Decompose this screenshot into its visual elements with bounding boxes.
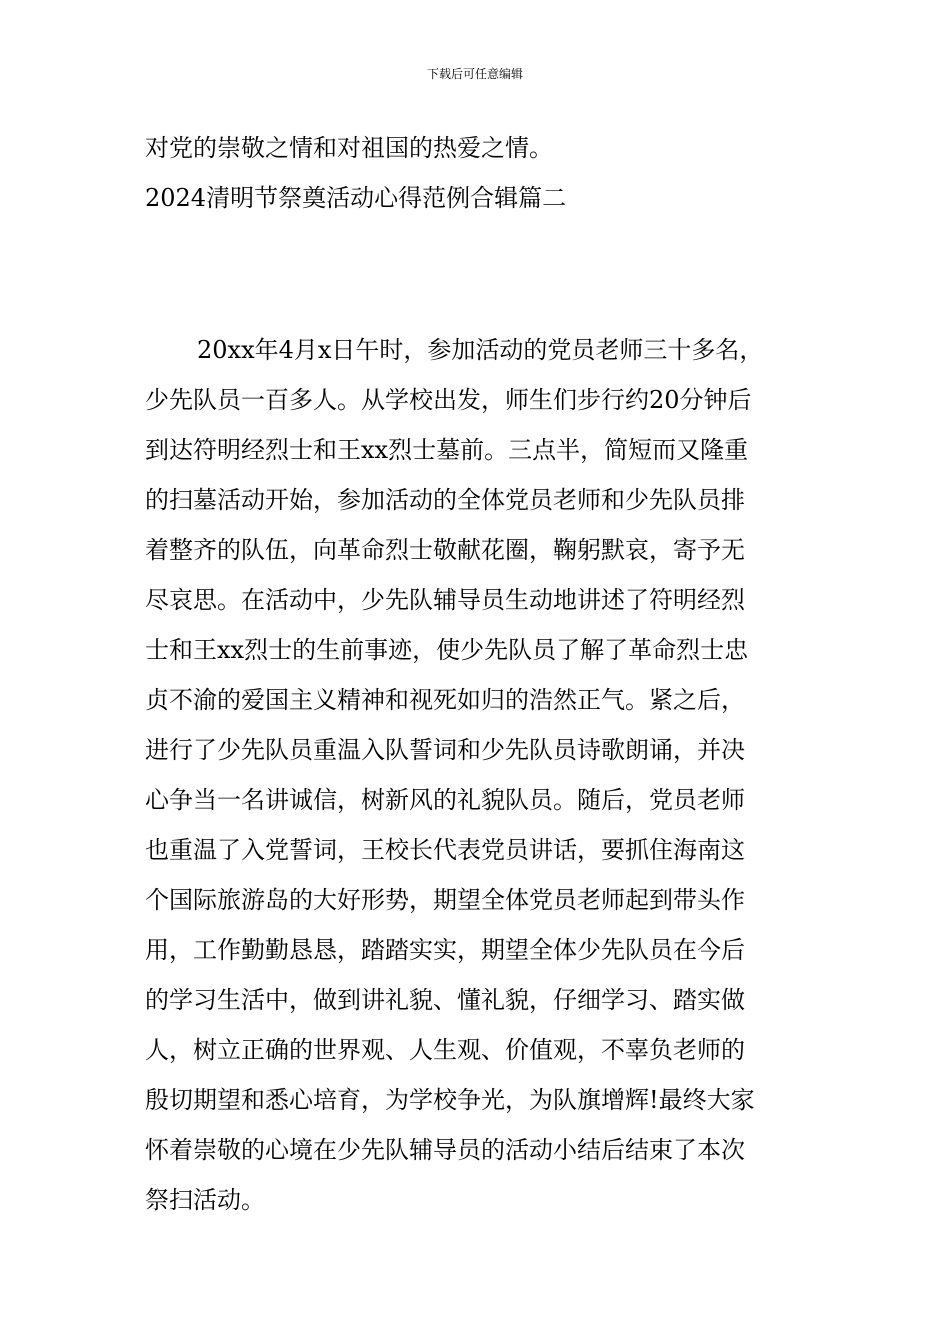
paragraph-line: 的扫墓活动开始，参加活动的全体党员老师和少先队员排 <box>145 486 745 514</box>
paragraph-line: 少先队员一百多人。从学校出发，师生们步行约20分钟后 <box>145 386 752 414</box>
paragraph-line: 士和王xx烈士的生前事迹，使少先队员了解了革命烈士忠 <box>145 636 749 664</box>
paragraph-line: 进行了少先队员重温入队誓词和少先队员诗歌朗诵，并决 <box>145 736 745 764</box>
paragraph-line: 20xx年4月x日午时，参加活动的党员老师三十多名， <box>197 336 764 364</box>
page-header: 下载后可任意编辑 <box>426 67 523 81</box>
paragraph-line: 殷切期望和悉心培育，为学校争光，为队旗增辉!最终大家 <box>145 1086 755 1114</box>
intro-line: 对党的崇敬之情和对祖国的热爱之情。 <box>145 134 553 162</box>
paragraph-line: 个国际旅游岛的大好形势，期望全体党员老师起到带头作 <box>145 886 745 914</box>
paragraph-line: 尽哀思。在活动中，少先队辅导员生动地讲述了符明经烈 <box>145 586 745 614</box>
paragraph-line: 心争当一名讲诚信，树新风的礼貌队员。随后，党员老师 <box>145 786 745 814</box>
section-title: 2024清明节祭奠活动心得范例合辑篇二 <box>145 184 567 212</box>
paragraph-line: 到达符明经烈士和王xx烈士墓前。三点半，简短而又隆重 <box>145 436 749 464</box>
paragraph-line: 的学习生活中，做到讲礼貌、懂礼貌，仔细学习、踏实做 <box>145 986 745 1014</box>
body-paragraph <box>145 333 810 1233</box>
paragraph-line: 人，树立正确的世界观、人生观、价值观，不辜负老师的 <box>145 1036 745 1064</box>
paragraph-line: 着整齐的队伍，向革命烈士敬献花圈，鞠躬默哀，寄予无 <box>145 536 745 564</box>
paragraph-line: 祭扫活动。 <box>145 1186 265 1214</box>
paragraph-line: 用，工作勤勤恳恳，踏踏实实，期望全体少先队员在今后 <box>145 936 745 964</box>
paragraph-line: 怀着崇敬的心境在少先队辅导员的活动小结后结束了本次 <box>145 1136 745 1164</box>
paragraph-line: 也重温了入党誓词，王校长代表党员讲话，要抓住海南这 <box>145 836 745 864</box>
paragraph-line: 贞不渝的爱国主义精神和视死如归的浩然正气。紧之后， <box>145 686 745 714</box>
